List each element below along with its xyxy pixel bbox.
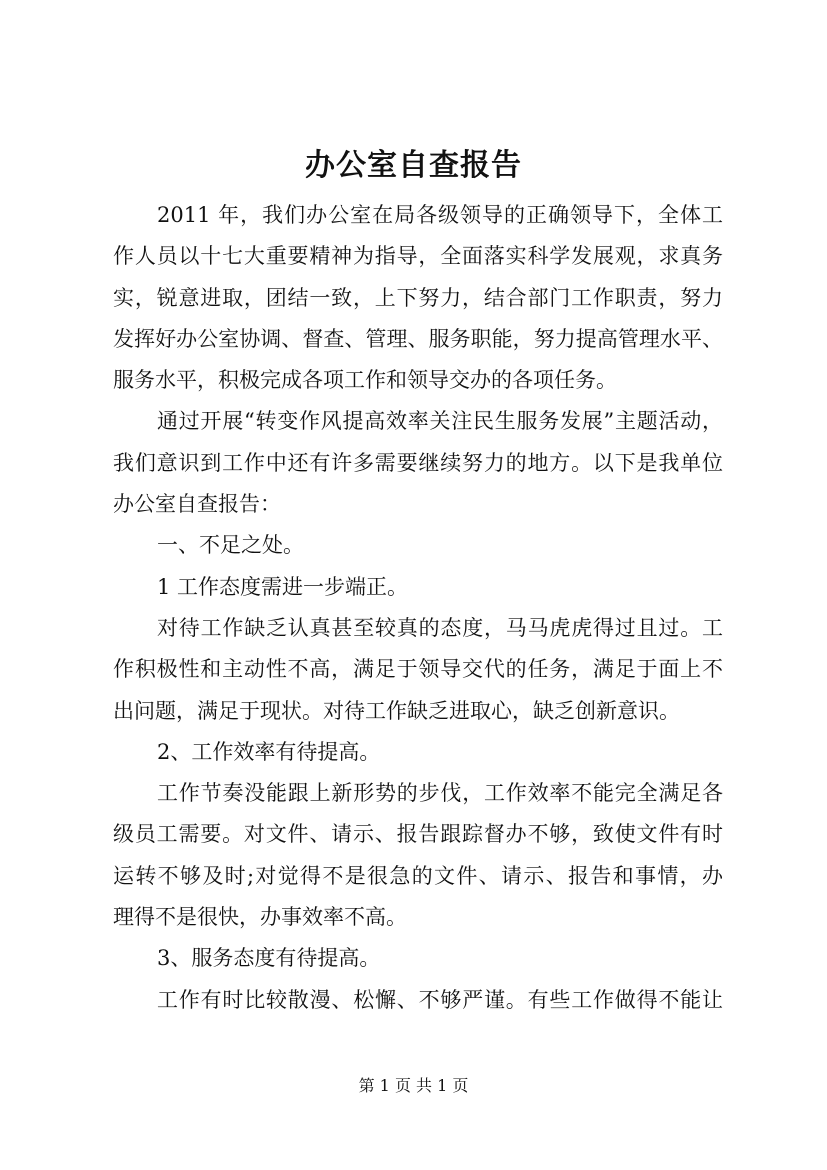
section-heading: 一、不足之处。 bbox=[157, 533, 304, 558]
text-line: 对待工作缺乏认真甚至较真的态度，马马虎虎得过且过。工 bbox=[157, 615, 723, 640]
text-line: 我们意识到工作中还有许多需要继续努力的地方。以下是我单位 bbox=[113, 450, 723, 475]
text-line: 实，锐意进取，团结一致，上下努力，结合部门工作职责，努力 bbox=[113, 285, 723, 310]
page-footer: 第 1 页 共 1 页 bbox=[358, 1076, 469, 1095]
text-line: 发挥好办公室协调、督查、管理、服务职能，努力提高管理水平、 bbox=[113, 326, 723, 351]
text-line: 出问题，满足于现状。对待工作缺乏进取心，缺乏创新意识。 bbox=[113, 698, 680, 723]
text-line: 办公室自查报告： bbox=[113, 492, 281, 517]
text-line: 2011 年，我们办公室在局各级领导的正确领导下，全体工 bbox=[157, 203, 723, 227]
subsection-heading: 3、服务态度有待提高。 bbox=[157, 946, 381, 971]
text-line: 作人员以十七大重要精神为指导，全面落实科学发展观，求真务 bbox=[113, 244, 723, 269]
text-line: 工作有时比较散漫、松懈、不够严谨。有些工作做得不能让 bbox=[157, 987, 723, 1012]
document-body bbox=[113, 195, 723, 1021]
subsection-heading: 2、工作效率有待提高。 bbox=[157, 739, 381, 764]
text-line: 运转不够及时;对觉得不是很急的文件、请示、报告和事情，办 bbox=[113, 863, 723, 888]
text-line: 工作节奏没能跟上新形势的步伐，工作效率不能完全满足各 bbox=[157, 781, 723, 806]
document-title: 办公室自查报告 bbox=[305, 148, 522, 183]
text-line: 级员工需要。对文件、请示、报告跟踪督办不够，致使文件有时 bbox=[113, 822, 723, 847]
text-line: 理得不是很快，办事效率不高。 bbox=[113, 905, 407, 930]
text-line: 服务水平，积极完成各项工作和领导交办的各项任务。 bbox=[113, 368, 617, 393]
text-line: 通过开展“转变作风提高效率关注民生服务发展”主题活动， bbox=[157, 409, 723, 434]
text-line: 作积极性和主动性不高，满足于领导交代的任务，满足于面上不 bbox=[113, 657, 723, 682]
subsection-heading: 1 工作态度需进一步端正。 bbox=[157, 574, 409, 599]
